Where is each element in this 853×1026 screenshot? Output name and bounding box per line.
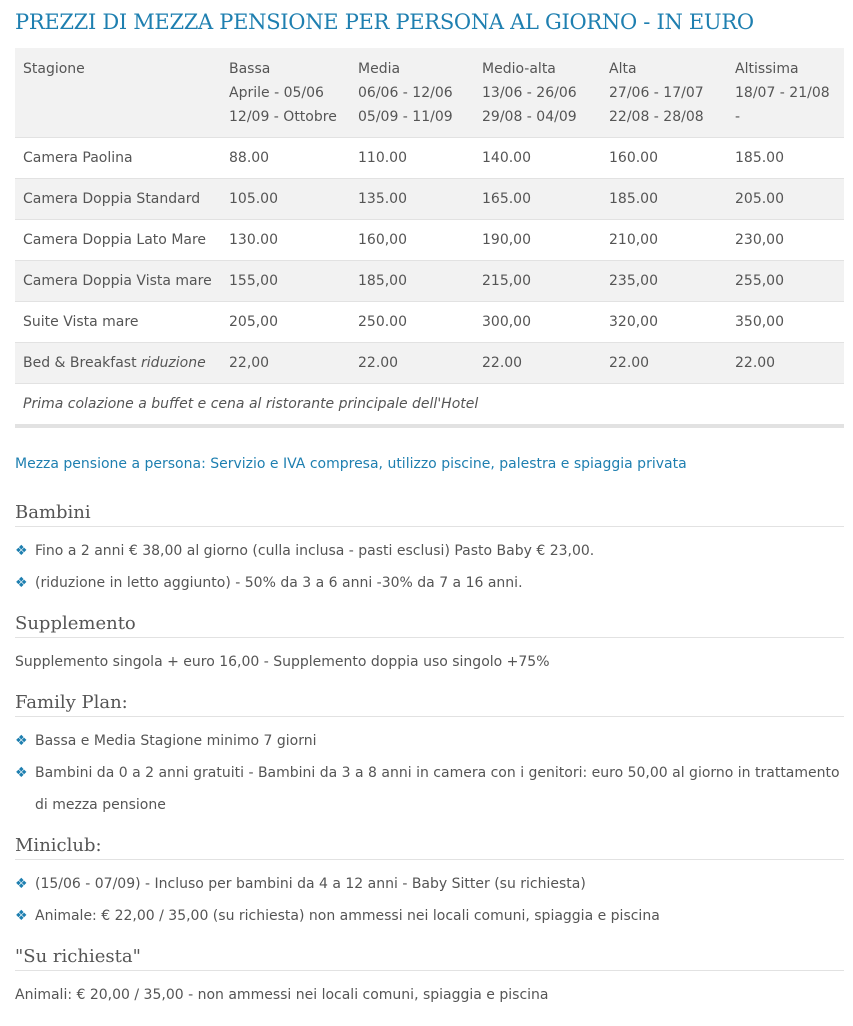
- price-cell: 88.00: [221, 138, 350, 179]
- diamond-bullet-icon: ❖: [15, 765, 28, 781]
- price-cell: 160,00: [350, 220, 474, 261]
- price-cell: 205,00: [221, 302, 350, 343]
- supplemento-text: Supplemento singola + euro 16,00 - Supplemento doppia uso singolo +75%: [15, 654, 550, 670]
- price-cell: 320,00: [601, 302, 727, 343]
- list-item: ❖ Animale: € 22,00 / 35,00 (su richiesta) non ammessi nei locali comuni, spiaggia e piscina: [15, 900, 844, 932]
- price-cell: 205.00: [727, 179, 844, 220]
- list-item: ❖ (riduzione in letto aggiunto) - 50% da 3 a 6 anni -30% da 7 a 16 anni.: [15, 567, 844, 599]
- price-cell: 185.00: [601, 179, 727, 220]
- price-cell: 300,00: [474, 302, 601, 343]
- diamond-bullet-icon: ❖: [15, 543, 28, 559]
- diamond-bullet-icon: ❖: [15, 908, 28, 924]
- bambini-list: [15, 535, 844, 599]
- table-row: [15, 179, 844, 220]
- price-cell: 155,00: [221, 261, 350, 302]
- room-name: Camera Paolina: [15, 138, 221, 179]
- room-name: Suite Vista mare: [15, 302, 221, 343]
- header-bassa: Bassa Aprile - 05/06 12/09 - Ottobre: [221, 48, 350, 138]
- price-cell: 350,00: [727, 302, 844, 343]
- table-note-row: [15, 384, 844, 427]
- price-cell: 135.00: [350, 179, 474, 220]
- price-cell: 185.00: [727, 138, 844, 179]
- price-cell: 110.00: [350, 138, 474, 179]
- price-cell: 190,00: [474, 220, 601, 261]
- room-name: Camera Doppia Standard: [15, 179, 221, 220]
- header-medio-alta: Medio-alta 13/06 - 26/06 29/08 - 04/09: [474, 48, 601, 138]
- diamond-bullet-icon: ❖: [15, 575, 28, 591]
- price-cell: 22,00: [221, 343, 350, 384]
- diamond-bullet-icon: ❖: [15, 876, 28, 892]
- room-name: Camera Doppia Vista mare: [15, 261, 221, 302]
- room-name: Camera Doppia Lato Mare: [15, 220, 221, 261]
- section-title-family-plan: Family Plan:: [15, 692, 844, 717]
- table-row: [15, 138, 844, 179]
- header-alta: Alta 27/06 - 17/07 22/08 - 28/08: [601, 48, 727, 138]
- price-cell: 235,00: [601, 261, 727, 302]
- section-title-miniclub: Miniclub:: [15, 835, 844, 860]
- header-season: Stagione: [15, 48, 221, 138]
- table-row: [15, 261, 844, 302]
- room-name: Bed & Breakfast riduzione: [15, 343, 221, 384]
- price-cell: 210,00: [601, 220, 727, 261]
- table-row: [15, 302, 844, 343]
- price-cell: 230,00: [727, 220, 844, 261]
- price-cell: 165.00: [474, 179, 601, 220]
- header-media: Media 06/06 - 12/06 05/09 - 11/09: [350, 48, 474, 138]
- list-item: ❖ Bambini da 0 a 2 anni gratuiti - Bambini da 3 a 8 anni in camera con i genitori: euro 50,00 al giorno in trattamento di mezza pensione: [15, 757, 844, 821]
- list-item: ❖ Bassa e Media Stagione minimo 7 giorni: [15, 725, 844, 757]
- list-item: ❖ (15/06 - 07/09) - Incluso per bambini da 4 a 12 anni - Baby Sitter (su richiesta): [15, 868, 844, 900]
- table-row: [15, 343, 844, 384]
- section-title-bambini: Bambini: [15, 502, 844, 527]
- price-cell: 22.00: [350, 343, 474, 384]
- section-title-su-richiesta: "Su richiesta": [15, 946, 844, 971]
- table-note: Prima colazione a buffet e cena al ristorante principale dell'Hotel: [15, 384, 844, 427]
- price-cell: 130.00: [221, 220, 350, 261]
- header-altissima: Altissima 18/07 - 21/08 -: [727, 48, 844, 138]
- price-cell: 22.00: [727, 343, 844, 384]
- su-richiesta-text: Animali: € 20,00 / 35,00 - non ammessi nei locali comuni, spiaggia e piscina: [15, 987, 549, 1003]
- price-cell: 255,00: [727, 261, 844, 302]
- price-cell: 22.00: [474, 343, 601, 384]
- price-cell: 160.00: [601, 138, 727, 179]
- table-header-row: [15, 48, 844, 138]
- price-cell: 185,00: [350, 261, 474, 302]
- price-cell: 250.00: [350, 302, 474, 343]
- included-services: Mezza pensione a persona: Servizio e IVA compresa, utilizzo piscine, palestra e spiaggia privata: [15, 456, 687, 472]
- table-row: [15, 220, 844, 261]
- list-item: ❖ Fino a 2 anni € 38,00 al giorno (culla inclusa - pasti esclusi) Pasto Baby € 23,00.: [15, 535, 844, 567]
- miniclub-list: [15, 868, 844, 932]
- family-plan-list: [15, 725, 844, 821]
- price-table: [15, 48, 844, 428]
- price-cell: 140.00: [474, 138, 601, 179]
- price-cell: 22.00: [601, 343, 727, 384]
- section-title-supplemento: Supplemento: [15, 613, 844, 638]
- page-title: PREZZI DI MEZZA PENSIONE PER PERSONA AL GIORNO - IN EURO: [15, 10, 754, 34]
- room-note: riduzione: [141, 355, 206, 371]
- price-cell: 215,00: [474, 261, 601, 302]
- diamond-bullet-icon: ❖: [15, 733, 28, 749]
- price-cell: 105.00: [221, 179, 350, 220]
